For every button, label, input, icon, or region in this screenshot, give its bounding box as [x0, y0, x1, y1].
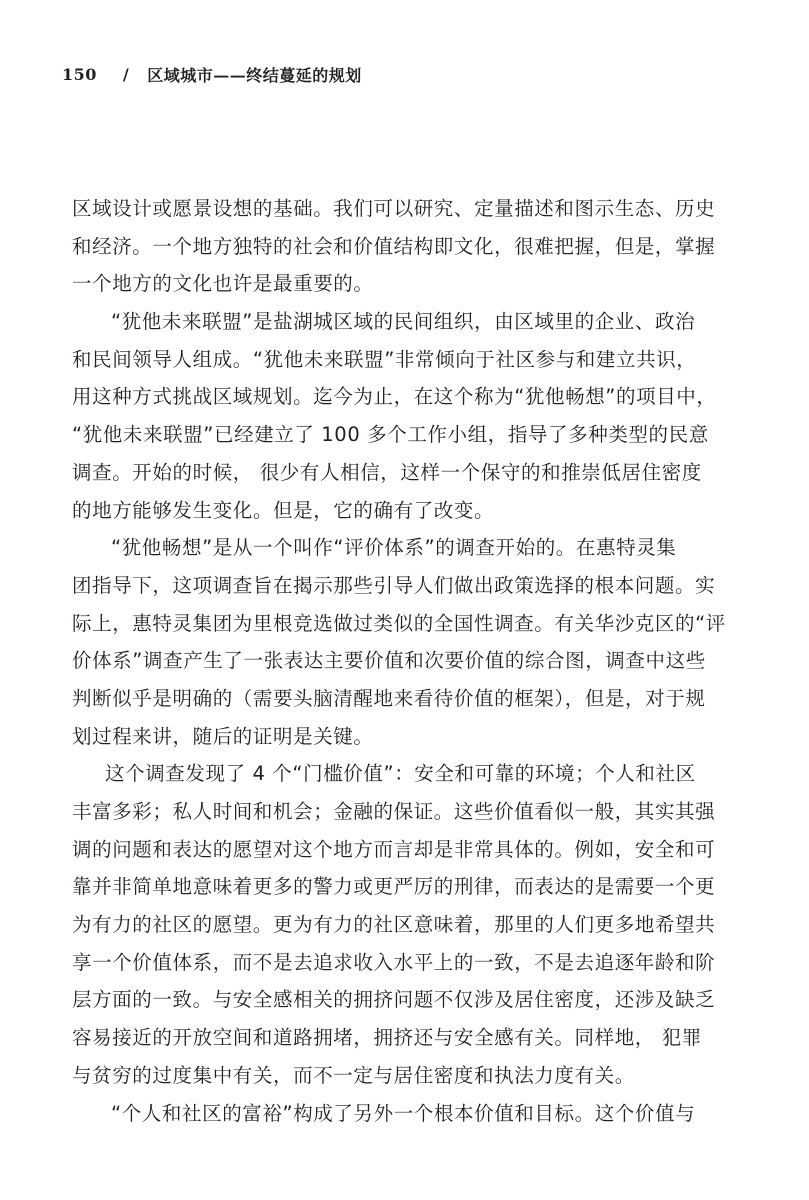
- text-line: 丰富多彩；私人时间和机会；金融的保证。这些价值看似一般，其实其强: [72, 800, 716, 823]
- text-line: “犹他未来联盟”是盐湖城区域的民间组织，由区域里的企业、政治: [111, 310, 696, 334]
- book-title: 区域城市——终结蔓延的规划: [147, 65, 362, 85]
- text-line: 和民间领导人组成。“犹他未来联盟”非常倾向于社区参与和建立共识，: [72, 347, 697, 371]
- text-line: 这个调查发现了 4 个“门槛价值”：安全和可靠的环境；个人和社区: [105, 762, 696, 786]
- text-line: 区域设计或愿景设想的基础。我们可以研究、定量描述和图示生态、历史: [72, 197, 716, 220]
- text-line: 容易接近的开放空间和道路拥堵，拥挤还与安全感有关。同样地， 犯罪: [72, 1026, 702, 1050]
- header-separator: /: [122, 64, 130, 84]
- text-line: 层方面的一致。与安全感相关的拥挤问题不仅涉及居住密度，还涉及缺乏: [72, 988, 716, 1012]
- page-number: 150: [62, 64, 97, 84]
- text-line: “犹他未来联盟”已经建立了 100 多个工作小组，指导了多种类型的民意: [72, 423, 709, 447]
- text-line: 划过程来讲，随后的证明是关键。: [72, 724, 374, 748]
- text-line: 调查。开始的时候， 很少有人相信，这样一个保守的和推崇低居住密度: [72, 460, 702, 484]
- text-line: 和经济。一个地方独特的社会和价值结构即文化，很难把握，但是，掌握: [72, 234, 716, 258]
- text-line: 一个地方的文化也许是最重要的。: [72, 272, 374, 296]
- text-line: 用这种方式挑战区域规划。迄今为止，在这个称为“犹他畅想”的项目中，: [72, 385, 717, 409]
- running-head: [62, 62, 362, 86]
- text-line: 靠并非简单地意味着更多的警力或更严厉的刑律，而表达的是需要一个更: [72, 875, 716, 899]
- text-line: 判断似乎是明确的（需要头脑清醒地来看待价值的框架），但是，对于规: [72, 686, 706, 710]
- text-line: 的地方能够发生变化。但是，它的确有了改变。: [72, 498, 495, 522]
- text-line: 与贫穷的过度集中有关，而不一定与居住密度和执法力度有关。: [72, 1063, 635, 1087]
- text-line: 为有力的社区的愿望。更为有力的社区意味着，那里的人们更多地希望共: [72, 913, 716, 937]
- text-line: 调的问题和表达的愿望对这个地方而言却是非常具体的。例如，安全和可: [72, 837, 716, 861]
- text-line: 享一个价值体系，而不是去追求收入水平上的一致，不是去追逐年龄和阶: [72, 950, 716, 974]
- text-line: 价体系”调查产生了一张表达主要价值和次要价值的综合图，调查中这些: [72, 649, 706, 673]
- text-line: “个人和社区的富裕”构成了另外一个根本价值和目标。这个价值与: [111, 1101, 696, 1125]
- text-line: 际上，惠特灵集团为里根竞选做过类似的全国性调查。有关华沙克区的“评: [72, 611, 726, 635]
- body-text: [72, 190, 732, 1132]
- text-line: “犹他畅想”是从一个叫作“评价体系”的调查开始的。在惠特灵集: [111, 536, 677, 560]
- text-line: 团指导下，这项调查旨在揭示那些引导人们做出政策选择的根本问题。实: [72, 573, 716, 597]
